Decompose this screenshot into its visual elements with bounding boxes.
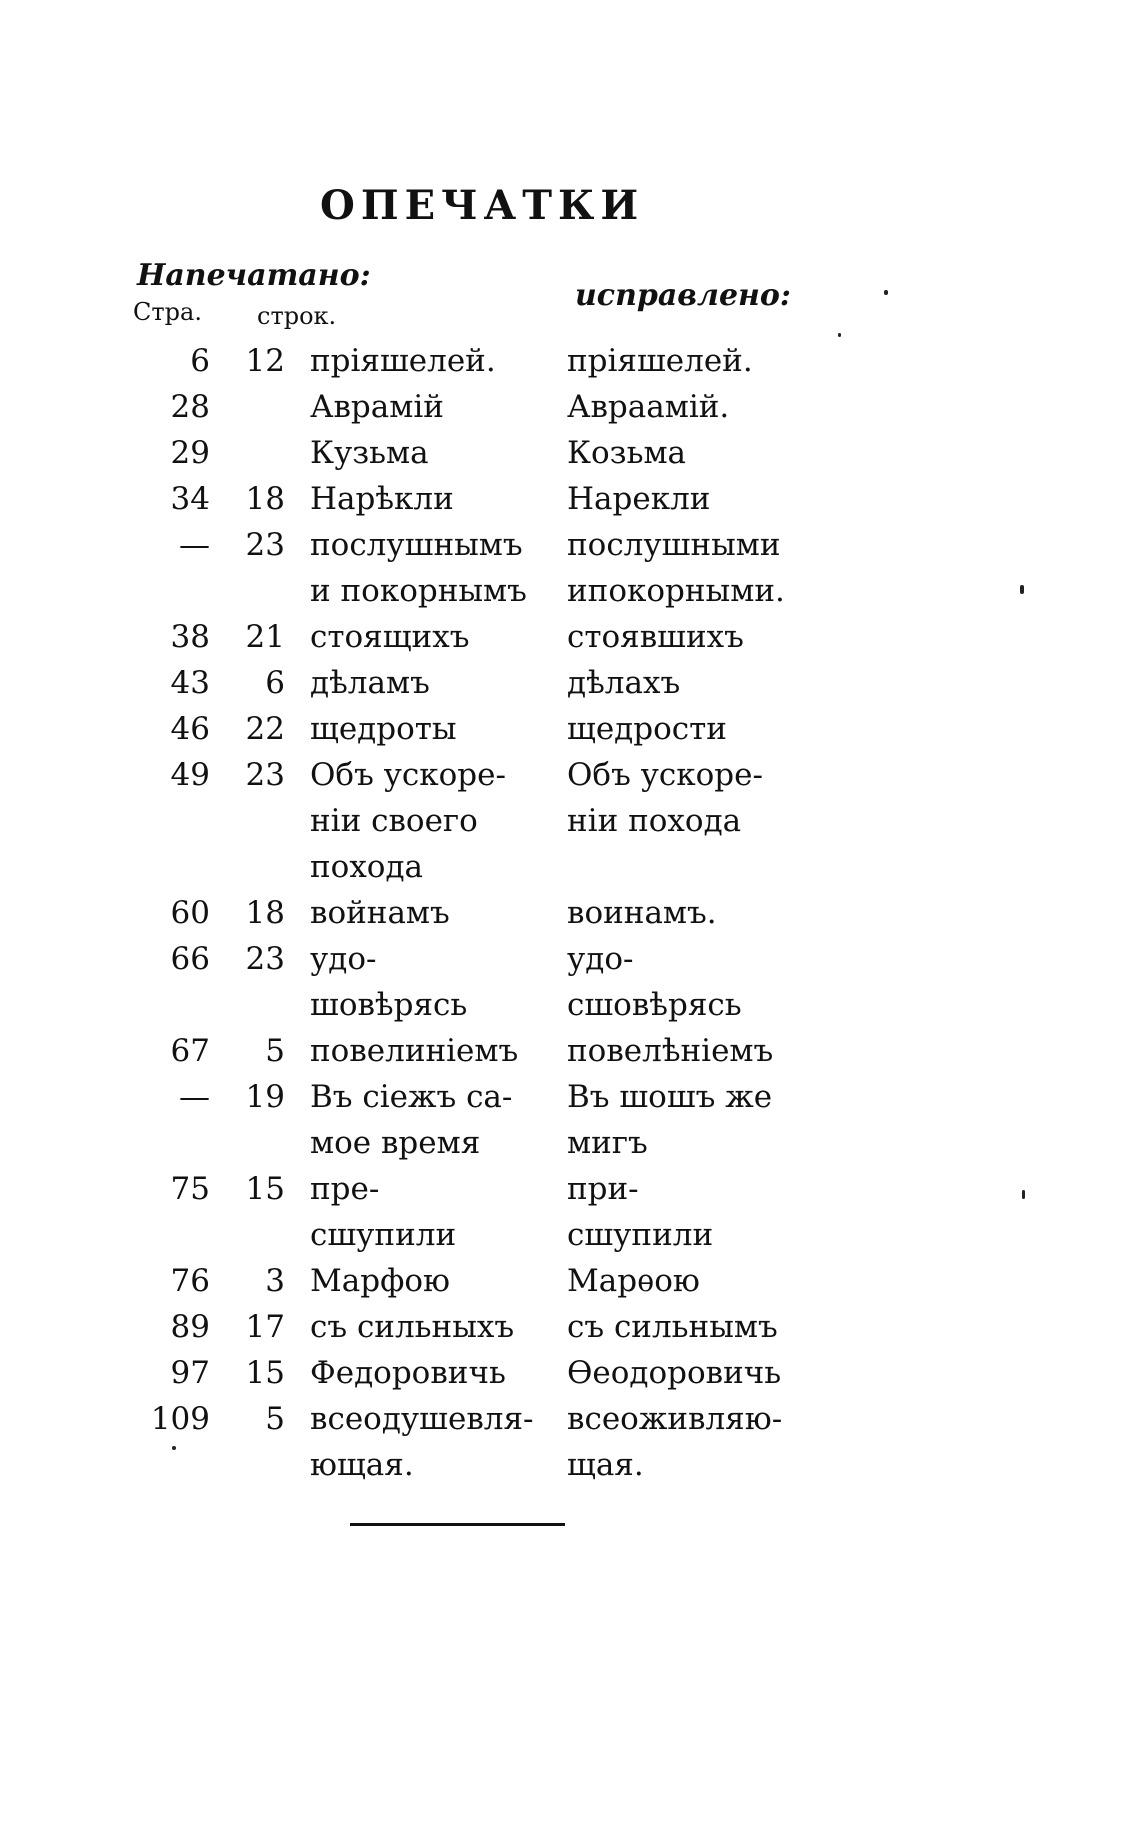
page-title: ОПЕЧАТКИ — [320, 182, 645, 229]
errata-row — [0, 1396, 1140, 1488]
errata-row — [0, 1028, 1140, 1074]
errata-table — [0, 338, 1140, 1488]
corrected-text: Авраамій. — [567, 389, 730, 425]
corrected-text: удо- сшовѣрясь — [567, 941, 742, 1023]
printed-text: съ сильныхъ — [310, 1309, 515, 1345]
errata-row — [0, 1074, 1140, 1166]
corrected-text: пріяшелей. — [567, 343, 753, 379]
printed-text: послушнымъ и покорнымъ — [310, 527, 527, 609]
printed-text: Федоровичь — [310, 1355, 506, 1391]
printed-text: Кузьма — [310, 435, 429, 471]
printed-text: войнамъ — [310, 895, 450, 931]
column-header-printed: Напечатано: — [137, 258, 371, 293]
page-number: — — [179, 527, 210, 563]
printed-text: стоящихъ — [310, 619, 470, 655]
errata-row — [0, 1166, 1140, 1258]
line-number: 12 — [245, 343, 285, 379]
page-number: 34 — [170, 481, 210, 517]
corrected-text: Ѳеодоровичь — [567, 1355, 782, 1391]
printed-text: пріяшелей. — [310, 343, 496, 379]
page-number: 76 — [170, 1263, 210, 1299]
ink-speck — [1022, 1190, 1025, 1199]
corrected-text: Объ ускоре- ніи похода — [567, 757, 763, 839]
corrected-text: при- сшупили — [567, 1171, 714, 1253]
corrected-text: стоявшихъ — [567, 619, 744, 655]
line-number: 23 — [245, 757, 285, 793]
printed-text: Нарѣкли — [310, 481, 454, 517]
line-number: 18 — [245, 481, 285, 517]
ink-speck — [884, 290, 888, 295]
corrected-text: воинамъ. — [567, 895, 717, 931]
line-number: 5 — [265, 1033, 285, 1069]
page-number: 75 — [170, 1171, 210, 1207]
corrected-text: дѣлахъ — [567, 665, 681, 701]
corrected-text: щедрости — [567, 711, 727, 747]
line-number: 23 — [245, 527, 285, 563]
line-number: 23 — [245, 941, 285, 977]
page-number: 60 — [170, 895, 210, 931]
page-number: 66 — [170, 941, 210, 977]
page-number: 97 — [170, 1355, 210, 1391]
errata-row — [0, 660, 1140, 706]
line-number: 15 — [245, 1171, 285, 1207]
corrected-text: съ сильнымъ — [567, 1309, 778, 1345]
printed-text: всеодушевля- ющая. — [310, 1401, 534, 1483]
printed-text: Аврамій — [310, 389, 444, 425]
page-number: 89 — [170, 1309, 210, 1345]
page-number: 43 — [170, 665, 210, 701]
corrected-text: повелѣніемъ — [567, 1033, 774, 1069]
printed-text: щедроты — [310, 711, 457, 747]
page-number: 46 — [170, 711, 210, 747]
line-number: 21 — [245, 619, 285, 655]
errata-row — [0, 706, 1140, 752]
page-number: 67 — [170, 1033, 210, 1069]
errata-row — [0, 1304, 1140, 1350]
printed-text: дѣламъ — [310, 665, 430, 701]
corrected-text: Козьма — [567, 435, 687, 471]
line-number: 19 — [245, 1079, 285, 1115]
page-number: 38 — [170, 619, 210, 655]
page-number: 49 — [170, 757, 210, 793]
errata-row — [0, 936, 1140, 1028]
errata-row — [0, 384, 1140, 430]
page-number: 28 — [170, 389, 210, 425]
ink-speck — [1020, 585, 1024, 594]
line-number: 17 — [245, 1309, 285, 1345]
printed-text: удо- шовѣрясь — [310, 941, 468, 1023]
line-number: 15 — [245, 1355, 285, 1391]
errata-row — [0, 430, 1140, 476]
corrected-text: Марѳою — [567, 1263, 700, 1299]
printed-text: повелиніемъ — [310, 1033, 519, 1069]
errata-row — [0, 1350, 1140, 1396]
corrected-text: послушными ипокорными. — [567, 527, 785, 609]
corrected-text: Въ шошъ же мигъ — [567, 1079, 773, 1161]
line-number: 22 — [245, 711, 285, 747]
line-number: 6 — [265, 665, 285, 701]
closing-rule — [350, 1523, 565, 1526]
line-number: 18 — [245, 895, 285, 931]
page-number: 6 — [190, 343, 210, 379]
printed-text: пре- сшупили — [310, 1171, 457, 1253]
errata-row — [0, 522, 1140, 614]
printed-text: Въ сіежъ са- мое время — [310, 1079, 513, 1161]
page-number: 29 — [170, 435, 210, 471]
line-number: 3 — [265, 1263, 285, 1299]
column-header-page: Стра. — [133, 298, 202, 326]
errata-row — [0, 614, 1140, 660]
column-header-corrected: исправлено: — [575, 278, 792, 313]
column-header-line: строк. — [257, 302, 337, 330]
printed-text: Марфою — [310, 1263, 450, 1299]
errata-row — [0, 338, 1140, 384]
ink-speck — [838, 333, 841, 337]
errata-row — [0, 476, 1140, 522]
line-number: 5 — [265, 1401, 285, 1437]
page-number: 109 — [150, 1401, 210, 1437]
errata-row — [0, 752, 1140, 890]
printed-text: Объ ускоре- ніи своего похода — [310, 757, 506, 885]
corrected-text: Нарекли — [567, 481, 711, 517]
errata-row — [0, 1258, 1140, 1304]
page-number: — — [179, 1079, 210, 1115]
ink-speck — [172, 1446, 176, 1450]
corrected-text: всеоживляю- щая. — [567, 1401, 783, 1483]
errata-row — [0, 890, 1140, 936]
